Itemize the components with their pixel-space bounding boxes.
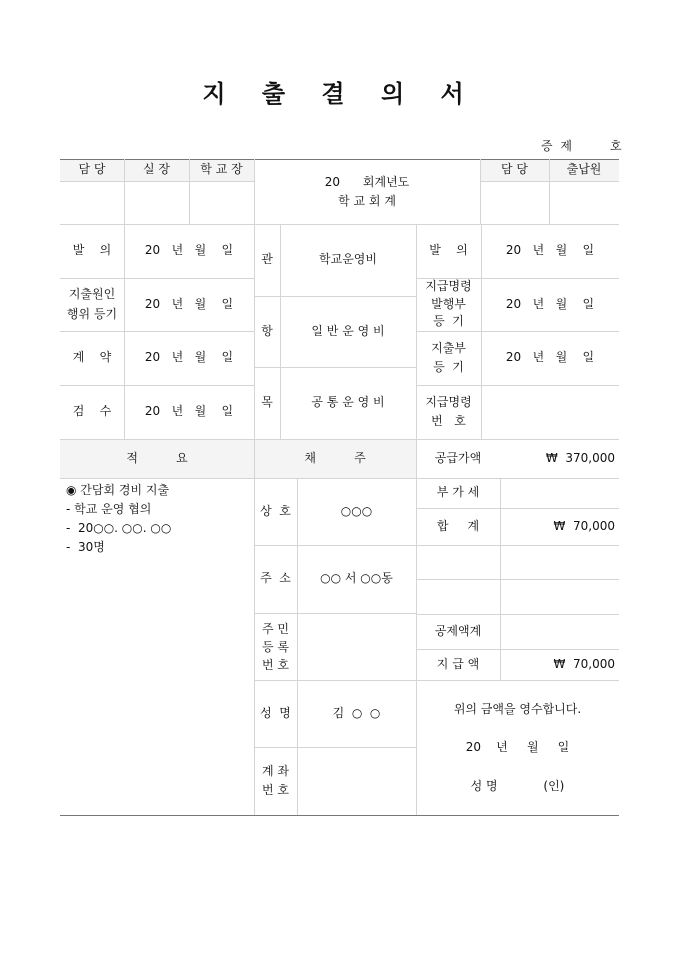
label-contract: 계 약	[72, 350, 112, 365]
date-contract: 20 년 월 일	[144, 350, 234, 365]
fiscal-year-block	[254, 167, 480, 217]
value-address: ○○ 서 ○○동	[320, 571, 393, 586]
value-payment-order-number	[481, 385, 619, 439]
label-payment-order-issue: 지급명령 발행부 등 기	[425, 279, 472, 329]
value-supply-amount: ₩ 370,000	[545, 450, 615, 465]
label-inspection: 검 수	[72, 404, 112, 419]
memo-line: - 30명	[66, 540, 105, 554]
summary-header: 적 요	[126, 450, 188, 465]
label-total: 합 계	[436, 518, 480, 533]
evidence-number-label: 증 제	[541, 139, 574, 153]
label-company: 상 호	[260, 503, 291, 518]
date-proposal-right: 20 년 월 일	[505, 243, 595, 258]
approval-header-cashier: 출납원	[566, 162, 602, 177]
value-payment-amount: ₩ 70,000	[553, 656, 615, 671]
label-name: 성 명	[260, 705, 291, 720]
value-company: ○○○	[340, 503, 373, 518]
fiscal-year-label: 20 회계년도	[324, 174, 410, 189]
approval-header-clerk-right: 담 당	[501, 162, 528, 177]
label-cause-registration: 지출원인 행위 등기	[66, 287, 118, 321]
label-mok: 목	[261, 395, 273, 410]
value-bank-account	[297, 747, 416, 815]
label-hang: 항	[261, 323, 273, 338]
value-mok: 공 통 운 영 비	[311, 395, 385, 410]
label-proposal: 발 의	[72, 243, 112, 258]
label-deduction: 공제액계	[434, 623, 482, 638]
approval-header-principal: 학 교 장	[200, 162, 243, 177]
evidence-number	[541, 137, 624, 154]
label-expense-registration: 지출부 등 기	[431, 340, 466, 374]
date-proposal: 20 년 월 일	[144, 243, 234, 258]
receipt-signature: 성 명 (인)	[470, 779, 565, 794]
memo-line: - 20○○. ○○. ○○	[66, 521, 172, 535]
label-payment-amount: 지 급 액	[436, 656, 480, 671]
date-expense-registration: 20 년 월 일	[505, 350, 595, 365]
document-title: 지 출 결 의 서	[202, 80, 478, 108]
label-gwan: 관	[261, 252, 273, 267]
creditor-header: 채 주	[304, 450, 366, 465]
label-address: 주 소	[260, 571, 291, 586]
label-bank-account: 계 좌 번 호	[262, 763, 289, 797]
value-gwan: 학교운영비	[319, 252, 377, 267]
label-supply-amount: 공급가액	[434, 450, 482, 465]
account-name: 학 교 회 계	[338, 194, 396, 208]
evidence-number-suffix: 호	[610, 139, 624, 153]
expenditure-form	[60, 159, 619, 815]
date-inspection: 20 년 월 일	[144, 404, 234, 419]
label-proposal-right: 발 의	[429, 243, 468, 258]
value-name: 김 ○ ○	[332, 705, 381, 720]
label-payment-order-number: 지급명령 번 호	[425, 394, 472, 428]
value-hang: 일 반 운 영 비	[311, 323, 385, 338]
label-vat: 부 가 세	[436, 485, 480, 500]
memo-line: ◉ 간담회 경비 지출	[66, 483, 170, 497]
value-resident-number	[297, 613, 416, 680]
receipt-date: 20 년 월 일	[465, 740, 570, 755]
approval-header-clerk: 담 당	[78, 162, 106, 177]
value-deduction	[500, 614, 619, 649]
value-vat	[500, 478, 619, 508]
receipt-statement: 위의 금액을 영수합니다.	[453, 702, 582, 717]
memo-line: - 학교 운영 협의	[66, 502, 152, 516]
date-payment-order-issue: 20 년 월 일	[505, 296, 595, 311]
value-total: ₩ 70,000	[553, 518, 615, 533]
approval-header-director: 실 장	[143, 162, 170, 177]
date-cause-registration: 20 년 월 일	[144, 296, 234, 311]
summary-memo	[66, 481, 171, 557]
label-resident-number: 주 민 등 록 번 호	[262, 621, 289, 672]
